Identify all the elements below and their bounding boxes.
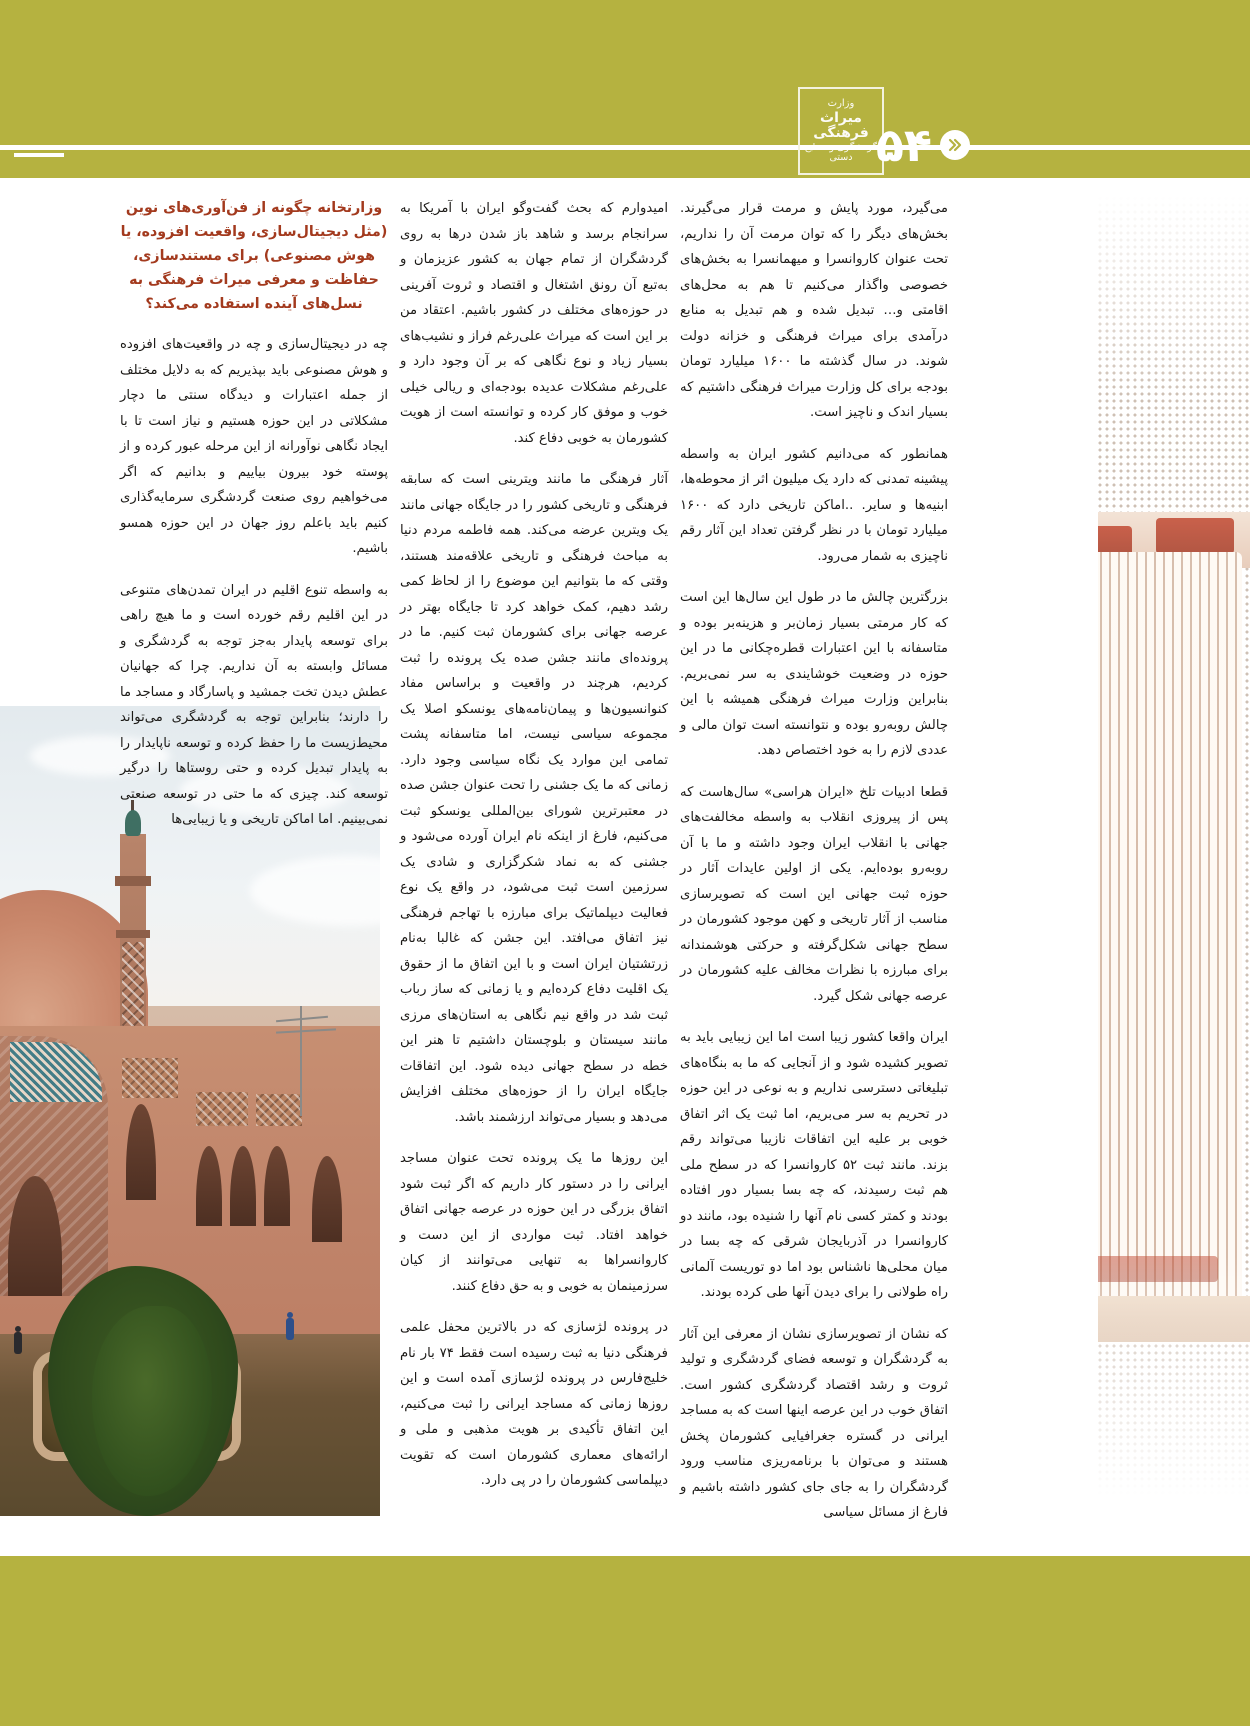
masthead-band-lower — [0, 150, 1250, 178]
paragraph: در پرونده لژسازی که در بالاترین محفل علمی فرهنگی دنیا به ثبت رسیده است فقط ۷۴ بار نام خلیج‌فارس در پرونده لژسازی آمده است و این روزها زمانی که مساجد ایرانی را ثبت می‌کنیم، این اتفاق تأکیدی بر هویت مذهبی و ملی و ارائه‌های معماری کشورمان است که تقویت دیپلماسی کشورمان را در پی دارد. — [400, 1320, 668, 1488]
page-number: ۵۴ — [875, 118, 932, 172]
paragraph: آثار فرهنگی ما مانند ویترینی است که سابقه فرهنگی و تاریخی کشور را در جایگاه جهانی مانند یک ویترین عرضه می‌کند. همه فاطمه مردم دنیا به مباحث فرهنگی و تاریخی علاقه‌مند هستند، وقتی که ما بتوانیم این موضوع را از لحاظ کمی رشد دهیم، کمک خواهد کرد تا جایگاه بهتر در عرصه جهانی برای کشورمان ثبت کنیم. ما در پرونده‌ای مانند جشن صده یک پرونده را ثبت کردیم، هرچند در واقعیت و براساس مفاد کنوانسیون‌ها و پیمان‌نامه‌های یونسکو اصلا یک مجموعه سیاسی نیست، اما متاسفانه پشت تمامی این موارد یک نگاه سیاسی وجود دارد. زمانی که ما یک جشنی را تحت عنوان جشن صده در معتبرترین شورای بین‌المللی یونسکو ثبت می‌کنیم، فارغ از اینکه نام ایران آورده می‌شود و جشنی که به نماد شکرگزاری و شادی یک سرزمین است ثبت می‌شود، در واقع یک نوع فعالیت دیپلماتیک برای مبارزه با تهاجم فرهنگی نیز اتفاق می‌افتد. این جشن که غالبا به‌نام زرتشتیان ایران است و با این اتفاق ما از حقوق یک اقلیت دفاع کرده‌ایم و یا زمانی که ساز رباب ثبت شد در واقع نیم نگاهی به استان‌های مرزی مانند سیستان و بلوچستان داشتیم تا هنر این خطه در سطح جهانی دیده شود. این اتفاقات جایگاه ایران را از حوزه‌های مختلف افزایش می‌دهد و بسیار می‌تواند ارزشمند باشد. — [400, 472, 668, 1125]
double-chevron-right-icon — [940, 130, 970, 160]
masthead-band — [0, 0, 1250, 145]
ministry-logo — [798, 87, 884, 175]
paragraph: قطعا ادبیات تلخ «ایران هراسی» سال‌هاست که پس از پیروزی انقلاب به واسطه مخالفت‌های جهانی با انقلاب ایران وجود داشته و ما با آن روبه‌رو بوده‌ایم. یکی از اولین عایدات آثار در حوزه ثبت جهانی این است که تصویرسازی مناسب از آثار تاریخی و کهن موجود کشورمان در سطح جهانی شکل‌گرفته و حرکتی هوشمندانه برای مبارزه با نظرات مخالف علیه کشورمان در عرصه جهانی شکل گیرد. — [680, 784, 948, 1004]
paragraph: ایران واقعا کشور زیبا است اما این زیبایی باید به تصویر کشیده شود و از آنجایی که ما به بنگاه‌های تبلیغاتی دسترسی نداریم و به نوعی در این حوزه در تحریم به سر می‌بریم، اما ثبت یک اثر اتفاق خوبی بر علیه این اتفاقات نازیبا می‌تواند رقم بزند. مانند ثبت ۵۲ کاروانسرا که در سطح ملی هم ثبت رسیدند، که چه بسا بسیار دور افتاده بودند و کمتر کسی نام آنها را شنیده بود، مانند دو کاروانسرا در آذربایجان شرقی که چه بسا در میان محلی‌ها ناشناس بود اما دو توریست آلمانی راه طولانی را برای دیدن آنها طی کرده بودند. — [680, 1030, 948, 1300]
masthead-left-rule — [14, 153, 64, 157]
paragraph: چه در دیجیتال‌سازی و چه در واقعیت‌های افزوده و هوش مصنوعی باید بپذیریم که به دلایل مختلف از جمله اعتبارات و دیدگاه سنتی ما دچار مشکلاتی در این حوزه هستیم و نیاز است تا با ایجاد نگاهی نوآورانه از این مرحله عبور کرده و از پوسته خود بیرون بیاییم و بدانیم که اگر می‌خواهیم روی صنعت گردشگری سرمایه‌گذاری کنیم باید باعلم روز جهان در این حوزه همسو باشیم. — [120, 337, 388, 556]
paragraph: بزرگترین چالش ما در طول این سال‌ها این است که کار مرمتی بسیار زمان‌بر و هزینه‌بر بوده و متاسفانه با این اعتبارات قطره‌چکانی ما در این حوزه در وضعیت خوشایندی به سر نمی‌بریم. بنابراین وزارت میراث فرهنگی همیشه با این چالش روبه‌رو بوده و نتوانسته است توان مالی و عددی لازم را به خود اختصاص دهد. — [680, 590, 948, 758]
text-column-right — [680, 196, 948, 1542]
bottom-band — [0, 1556, 1250, 1726]
text-column-middle — [400, 196, 668, 1510]
ministry-logo-line3: گردشگری و صنایع دستی — [804, 142, 878, 164]
paragraph: امیدوارم که بحث گفت‌وگو ایران با آمریکا به سرانجام برسد و شاهد باز شدن درها به روی گردشگران از تمام جهان به کشور عزیزمان و به‌تبع آن رونق اشتغال و اقتصاد و ثروت آفرینی در حوزه‌های مختلف در کشور باشیم. اعتقاد من بر این است که میراث علی‌رغم فراز و نشیب‌های بسیار زیاد و نوع نگاهی که بر آن وجود دارد و علی‌رغم مشکلات عدیده بودجه‌ای و ریالی خیلی خوب و موفق کار کرده و توانسته است از هویت کشورمان به خوبی دفاع کند. — [400, 201, 668, 446]
bottom-band-notch — [1098, 1544, 1250, 1556]
paragraph: که نشان از تصویرسازی نشان از معرفی این آثار به گردشگران و توسعه فضای گردشگری و تولید ثروت و رشد اقتصاد گردشگری کشور است. اتفاق خوب در این عرصه اینها است که به مساجد ایرانی در گستره جغرافیایی کشورمان پخش هستند و می‌توان با برنامه‌ریزی مناسب ورود گردشگران را به جای جای کشور داشته باشیم و فارغ از مسائل سیاسی — [680, 1326, 948, 1520]
ministry-logo-line1: وزارت — [827, 97, 855, 109]
paragraph: به واسطه تنوع اقلیم در ایران تمدن‌های متنوعی در این اقلیم رقم خورده است و ما هیچ راهی برای توسعه پایدار به‌جز توجه به گردشگری و مسائل وابسته به آن نداریم. چرا که جهانیان عطش دیدن تخت جمشید و پاسارگاد و مساجد ما را دارند؛ بنابراین توجه به گردشگری می‌تواند محیط‌زیست ما را حفظ کرده و توسعه ناپایدار را به پایدار تبدیل کرده و حتی روستاها را درگیر توسعه کند. چیزی که ما حتی در توسعه صنعتی نمی‌بینیم. اما اماکن تاریخی و یا زیبایی‌ها — [120, 582, 388, 827]
paragraph: همانطور که می‌دانیم کشور ایران به واسطه پیشینه تمدنی که دارد یک میلیون اثر از محوطه‌ها، ابنیه‌ها و سایر. ..اماکن تاریخی دارد که ۱۶۰۰ میلیارد تومان با در نظر گرفتن تعداد این آثار رقم ناچیزی به شمار می‌رود. — [680, 446, 948, 564]
article-body — [0, 196, 1250, 1520]
text-column-left — [120, 196, 388, 849]
paragraph: می‌گیرد، مورد پایش و مرمت قرار می‌گیرند. بخش‌های دیگر را که توان مرمت آن را نداریم، تحت عنوان کاروانسرا و میهمانسرا به بخش‌های خصوصی واگذار می‌کنیم تا هم به محل‌های اقامتی و… تبدیل شده و هم تبدیل به منابع درآمدی برای میراث فرهنگی و خزانه دولت شوند. در سال گذشته ما ۱۶۰۰ میلیارد تومان بودجه برای کل وزارت میراث فرهنگی داشتیم که بسیار اندک و ناچیز است. — [680, 201, 948, 420]
article-headline: وزارتخانه چگونه از فن‌آوری‌های نوین (مثل دیجیتال‌سازی، واقعیت افزوده، یا هوش مصنوعی) برای مستندسازی، حفاظت و معرفی میراث فرهنگی به نسل‌های آینده استفاده می‌کند؟ — [120, 200, 388, 312]
ministry-logo-line2: میراث فرهنگی — [813, 110, 869, 141]
paragraph: این روزها ما یک پرونده تحت عنوان مساجد ایرانی را در دستور کار داریم که اگر ثبت شود اتفاق بزرگی در این حوزه در عرصه جهانی اتفاق خواهد افتاد. ثبت مواردی از این دست و کاروانسراها به تنهایی می‌توانند از کیان سرزمینمان به خوبی و به حق دفاع کنند. — [400, 1151, 668, 1294]
page-indicator — [875, 118, 970, 172]
